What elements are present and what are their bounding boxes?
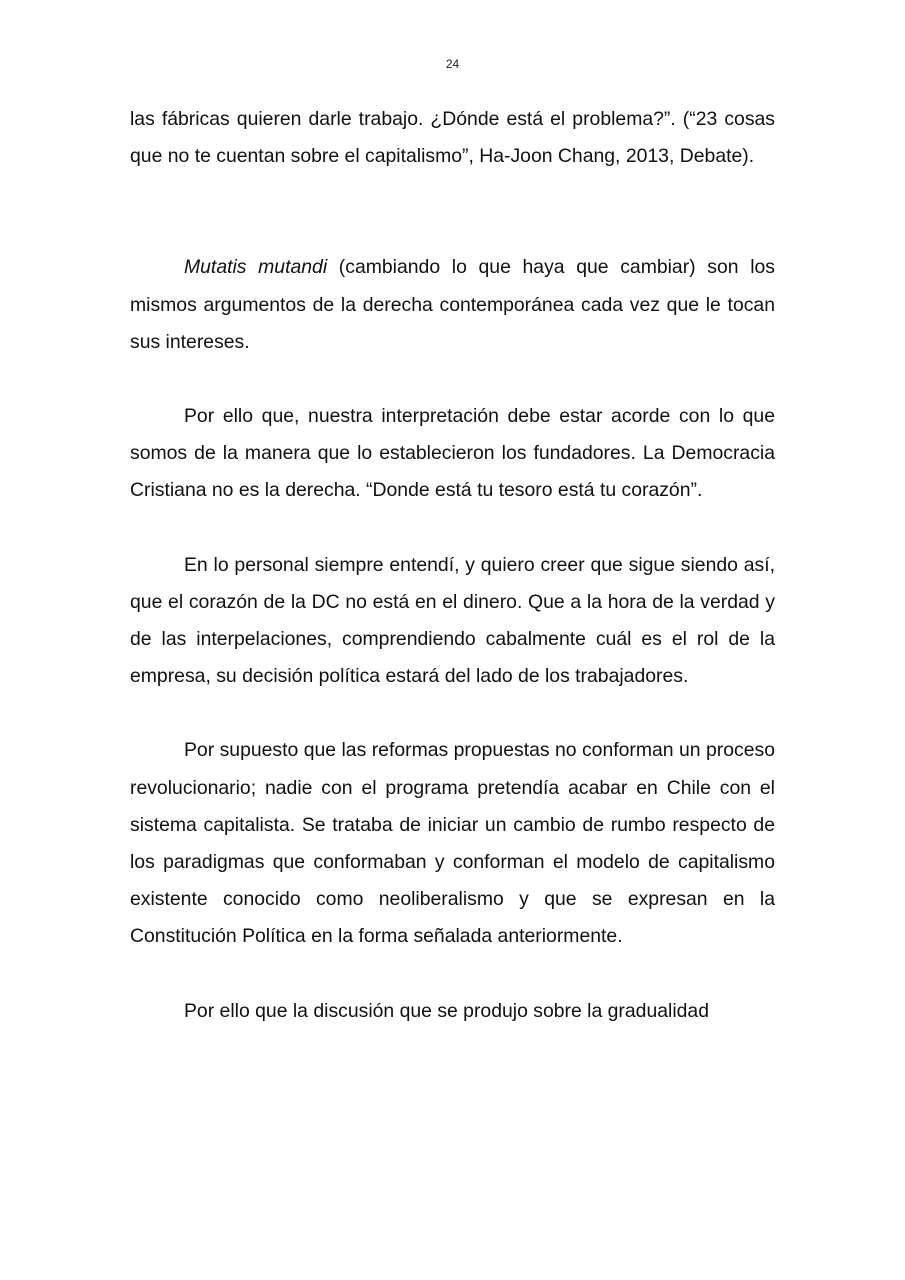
paragraph-reforms: Por supuesto que las reformas propuestas no conforman un proceso revolucionario; nadie con el programa pretendía acabar en Chile con el sistema capitalista. Se trataba de iniciar un cambio de rumbo respecto de los paradigmas que conformaban y conforman el modelo de capitalismo existente conocido como neoliberalismo y que se expresan en la Constitución Política en la forma señalada anteriormente.	[130, 739, 775, 948]
paragraph-spacer	[130, 956, 775, 993]
paragraph-personal: En lo personal siempre entendí, y quiero creer que sigue siendo así, que el corazón de la DC no está en el dinero. Que a la hora de la verdad y de las interpelaciones, comprendiendo cabalmente cuál es el rol de la empresa, su decisión política estará del lado de los trabajadores.	[130, 553, 775, 688]
paragraph-mutatis-mutandi	[130, 249, 775, 361]
page-number: 24	[445, 57, 460, 71]
paragraph-spacer	[130, 695, 775, 732]
document-body	[130, 101, 775, 1030]
paragraph-spacer	[130, 361, 775, 398]
paragraph-spacer	[130, 175, 775, 249]
paragraph-interpretation: Por ello que, nuestra interpretación debe estar acorde con lo que somos de la manera que lo establecieron los fundadores. La Democracia Cristiana no es la derecha. “Donde está tu tesoro está tu corazón”.	[130, 405, 775, 502]
paragraph-quote-continuation: las fábricas quieren darle trabajo. ¿Dónde está el problema?”. (“23 cosas que no te cuentan sobre el capitalismo”, Ha-Joon Chang, 2013, Debate).	[130, 108, 775, 168]
italic-phrase: Mutatis mutandi	[184, 256, 328, 279]
paragraph-spacer	[130, 510, 775, 547]
paragraph-gradualidad: Por ello que la discusión que se produjo sobre la gradualidad	[184, 999, 709, 1022]
paragraph-text: (cambiando lo que haya que cambiar) son los mismos argumentos de la derecha contemporánea cada vez que le tocan sus intereses.	[130, 256, 775, 353]
